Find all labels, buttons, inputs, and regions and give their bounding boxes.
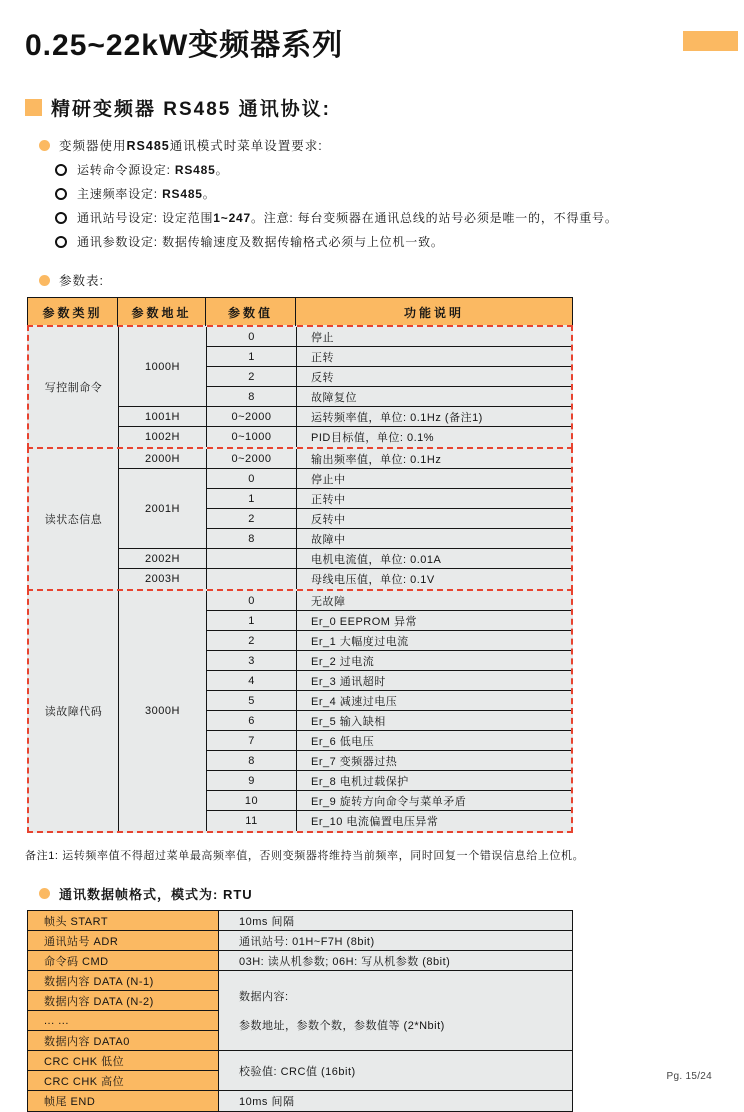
param-table-label (39, 271, 744, 289)
param-desc-cell: 电机电流值，单位: 0.01A (297, 549, 571, 569)
frame-format-heading (39, 884, 744, 903)
frame-label-cell: CRC CHK 低位 (28, 1051, 219, 1071)
param-desc-cell: Er_4 减速过电压 (297, 691, 571, 711)
frame-value-cell (219, 951, 572, 971)
frame-label-cell: 帧尾 END (28, 1091, 219, 1111)
orange-dot-icon (39, 888, 50, 899)
param-value-cell: 0~2000 (207, 449, 297, 469)
param-value-cell: 8 (207, 529, 297, 549)
param-table-group (27, 325, 573, 449)
param-desc-cell: 运转频率值，单位: 0.1Hz (备注1) (297, 407, 571, 427)
frame-value-cell (219, 1051, 572, 1091)
bullet-text: 通讯站号设定: 设定范围1~247。注意: 每台变频器在通讯总线的站号必须是唯一的，不得重号。 (77, 211, 618, 225)
param-value-cell: 2 (207, 509, 297, 529)
frame-label-cell: 数据内容 DATA0 (28, 1031, 219, 1051)
param-desc-cell: 输出频率值，单位: 0.1Hz (297, 449, 571, 469)
param-value-cell: 4 (207, 671, 297, 691)
param-value-cell: 1 (207, 611, 297, 631)
param-value-cell: 11 (207, 811, 297, 831)
param-value-cell: 2 (207, 631, 297, 651)
frame-value-cell (219, 971, 572, 1051)
param-address-cell: 2001H (119, 469, 207, 549)
header-cell-category: 参数类别 (28, 298, 118, 326)
param-table-group (27, 447, 573, 591)
param-desc-cell: 反转中 (297, 509, 571, 529)
frame-value-line: 10ms 间隔 (239, 1096, 295, 1108)
param-category-cell: 读故障代码 (29, 591, 119, 831)
setting-bullet-run-command (55, 163, 744, 178)
header-cell-value: 参数值 (206, 298, 296, 326)
frame-value-line: 参数地址，参数个数，参数值等 (2*Nbit) (239, 1020, 445, 1032)
param-address-cell: 2003H (119, 569, 207, 589)
frame-format-table (27, 910, 573, 1112)
setting-bullet-station-number (55, 211, 744, 226)
bullet-text: 通讯参数设定: 数据传输速度及数据传输格式必须与上位机一致。 (77, 235, 444, 249)
param-desc-cell: Er_3 通讯超时 (297, 671, 571, 691)
param-value-cell: 2 (207, 367, 297, 387)
param-value-cell: 1 (207, 347, 297, 367)
param-desc-cell: Er_1 大幅度过电流 (297, 631, 571, 651)
intro-bullet (39, 136, 744, 154)
param-value-cell: 1 (207, 489, 297, 509)
param-address-cell: 2002H (119, 549, 207, 569)
parameter-table-header (27, 297, 573, 327)
param-table-label-text: 参数表: (59, 274, 104, 288)
setting-bullet-main-frequency (55, 187, 744, 202)
param-desc-cell: 停止中 (297, 469, 571, 489)
header-cell-address: 参数地址 (118, 298, 206, 326)
circle-ring-icon (55, 236, 67, 248)
param-address-cell: 1001H (119, 407, 207, 427)
param-value-cell: 6 (207, 711, 297, 731)
frame-label-cell: 数据内容 DATA (N-1) (28, 971, 219, 991)
param-desc-cell: 反转 (297, 367, 571, 387)
frame-label-cell: 帧头 START (28, 911, 219, 931)
param-desc-cell: 正转 (297, 347, 571, 367)
bullet-text: 运转命令源设定: RS485。 (77, 163, 229, 177)
param-desc-cell: PID目标值，单位: 0.1% (311, 432, 435, 444)
footnote: 备注1: 运转频率值不得超过菜单最高频率值，否则变频器将维持当前频率，同时回复一个错误信息给上位机。 (25, 850, 585, 862)
setting-bullet-comm-params (55, 235, 744, 250)
corner-accent-bar (683, 31, 738, 51)
section-heading (25, 94, 744, 121)
frame-value-line: 数据内容: (239, 991, 289, 1003)
frame-format-heading-text: 通讯数据帧格式，模式为: RTU (59, 887, 253, 902)
param-address-cell: 2000H (119, 449, 207, 469)
param-desc-cell: 故障复位 (297, 387, 571, 407)
page-title: 0.25~22kW变频器系列 (25, 29, 344, 62)
param-value-cell (207, 549, 297, 569)
page-number: Pg. 15/24 (666, 1071, 712, 1082)
param-category-cell: 读状态信息 (29, 449, 119, 589)
frame-value-line: 通讯站号: 01H~F7H (8bit) (239, 935, 375, 948)
circle-ring-icon (55, 164, 67, 176)
orange-dot-icon (39, 140, 50, 151)
intro-text: 变频器使用RS485通讯模式时菜单设置要求: (59, 139, 323, 153)
frame-value-line: 03H: 读从机参数; 06H: 写从机参数 (8bit) (239, 955, 451, 968)
parameter-table-body (27, 325, 573, 833)
param-desc-cell: Er_6 低电压 (297, 731, 571, 751)
param-value-cell: 0 (207, 591, 297, 611)
bullet-text: 主速频率设定: RS485。 (77, 187, 216, 201)
param-desc-cell: Er_7 变频器过热 (297, 751, 571, 771)
circle-ring-icon (55, 212, 67, 224)
param-address-cell: 1002H (119, 427, 207, 447)
orange-dot-icon (39, 275, 50, 286)
param-desc-cell: Er_0 EEPROM 异常 (297, 611, 571, 631)
param-desc-cell: Er_10 电流偏置电压异常 (311, 816, 439, 828)
param-desc-cell: 母线电压值，单位: 0.1V (311, 574, 435, 586)
frame-value-line: 10ms 间隔 (239, 915, 295, 928)
param-category-cell: 写控制命令 (29, 327, 119, 447)
frame-label-cell: 通讯站号 ADR (28, 931, 219, 951)
param-desc-cell: 正转中 (297, 489, 571, 509)
param-value-cell: 8 (207, 387, 297, 407)
frame-label-cell: CRC CHK 高位 (28, 1071, 219, 1091)
param-value-cell: 0~2000 (207, 407, 297, 427)
parameter-table (27, 297, 573, 833)
param-value-cell (207, 569, 297, 589)
frame-label-cell: 数据内容 DATA (N-2) (28, 991, 219, 1011)
circle-ring-icon (55, 188, 67, 200)
param-desc-cell: 停止 (297, 327, 571, 347)
param-value-cell: 5 (207, 691, 297, 711)
param-desc-cell: Er_8 电机过载保护 (297, 771, 571, 791)
header-cell-description: 功能说明 (403, 305, 464, 320)
param-desc-cell: Er_9 旋转方向命令与菜单矛盾 (297, 791, 571, 811)
param-value-cell: 0~1000 (207, 427, 297, 447)
param-value-cell: 0 (207, 469, 297, 489)
frame-label-cell: 命令码 CMD (28, 951, 219, 971)
param-address-cell: 1000H (119, 327, 207, 407)
param-value-cell: 3 (207, 651, 297, 671)
param-address-cell: 3000H (119, 591, 207, 831)
param-desc-cell: 无故障 (297, 591, 571, 611)
frame-value-cell (219, 1091, 572, 1111)
frame-value-line: 校验值: CRC值 (16bit) (239, 1065, 356, 1078)
frame-value-cell (219, 911, 572, 931)
param-value-cell: 9 (207, 771, 297, 791)
param-desc-cell: 故障中 (297, 529, 571, 549)
param-table-group (27, 589, 573, 833)
frame-label-cell: ... ... (28, 1011, 219, 1031)
frame-value-cell (219, 931, 572, 951)
param-value-cell: 10 (207, 791, 297, 811)
param-desc-cell: Er_5 输入缺相 (297, 711, 571, 731)
param-value-cell: 7 (207, 731, 297, 751)
param-value-cell: 0 (207, 327, 297, 347)
param-desc-cell: Er_2 过电流 (297, 651, 571, 671)
param-value-cell: 8 (207, 751, 297, 771)
orange-square-icon (25, 99, 42, 116)
section-heading-text: 精研变频器 RS485 通讯协议: (51, 99, 331, 120)
